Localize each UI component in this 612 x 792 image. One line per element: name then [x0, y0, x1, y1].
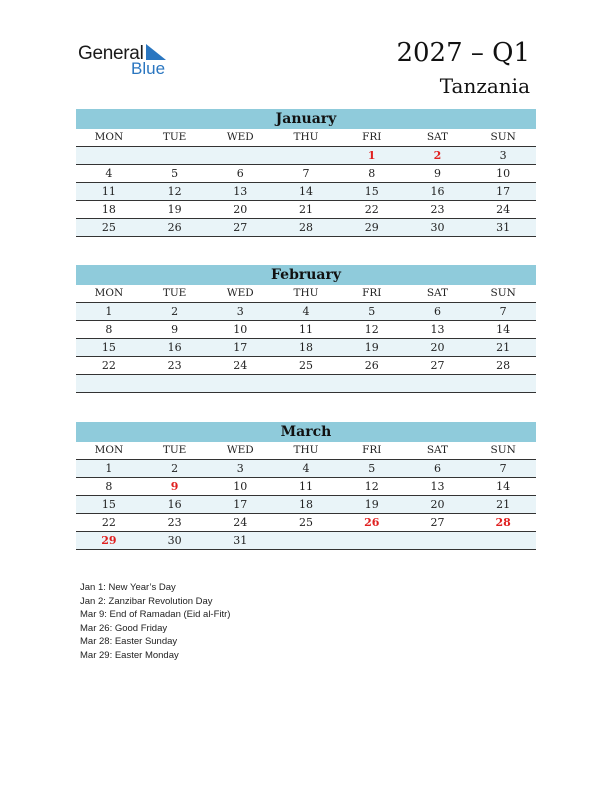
- weekday-label: FRI: [362, 131, 382, 143]
- day-cell: 11: [299, 323, 314, 336]
- day-cell: 8: [105, 480, 113, 493]
- week-row: [76, 514, 536, 532]
- page-title: 2027 – Q1: [396, 38, 530, 68]
- day-cell: 18: [299, 498, 314, 511]
- day-cell: 27: [430, 516, 445, 529]
- day-cell: 23: [430, 203, 445, 216]
- month-header: January: [76, 109, 536, 129]
- weekday-label: TUE: [162, 444, 187, 456]
- week-row: [76, 303, 536, 321]
- day-cell: 19: [364, 341, 379, 354]
- holiday-item: Jan 1: New Year’s Day: [80, 582, 176, 593]
- month-january: [76, 109, 536, 237]
- week-row: [76, 496, 536, 514]
- day-cell: 7: [499, 305, 507, 318]
- day-cell: 10: [496, 167, 511, 180]
- day-cell: 8: [105, 323, 113, 336]
- day-cell: 26: [364, 516, 380, 529]
- day-cell: 9: [171, 323, 179, 336]
- day-cell: 12: [364, 480, 379, 493]
- empty-day-cell: [405, 375, 471, 392]
- empty-day-cell: [76, 147, 142, 164]
- empty-day-cell: [142, 375, 208, 392]
- weekday-label: SAT: [426, 444, 449, 456]
- week-row: [76, 532, 536, 550]
- weekday-label: SAT: [426, 131, 449, 143]
- day-cell: 16: [430, 185, 445, 198]
- week-row: [76, 478, 536, 496]
- weekday-label: MON: [94, 131, 124, 143]
- holiday-item: Mar 9: End of Ramadan (Eid al-Fitr): [80, 609, 231, 621]
- weekday-label: FRI: [362, 444, 382, 456]
- day-cell: 23: [167, 359, 182, 372]
- weekday-label: WED: [226, 287, 254, 299]
- day-cell: 1: [367, 149, 376, 162]
- day-cell: 15: [101, 341, 116, 354]
- day-cell: 7: [499, 462, 507, 475]
- weekday-header-row: [76, 285, 536, 303]
- day-cell: 12: [364, 323, 379, 336]
- holiday-item: Mar 29: Easter Monday: [80, 649, 179, 661]
- weekday-label: TUE: [162, 131, 187, 143]
- empty-day-cell: [273, 147, 339, 164]
- day-cell: 14: [299, 185, 314, 198]
- empty-day-cell: [339, 375, 405, 392]
- empty-day-cell: [273, 375, 339, 392]
- logo-text-blue: Blue: [131, 59, 166, 78]
- weekday-label: SUN: [490, 131, 516, 143]
- day-cell: 29: [101, 534, 117, 547]
- day-cell: 10: [233, 323, 248, 336]
- day-cell: 9: [433, 167, 441, 180]
- day-cell: 13: [430, 480, 445, 493]
- day-cell: 21: [496, 341, 511, 354]
- day-cell: 28: [299, 221, 314, 234]
- day-cell: 18: [299, 341, 314, 354]
- day-cell: 2: [171, 305, 179, 318]
- day-cell: 20: [430, 498, 445, 511]
- day-cell: 21: [496, 498, 511, 511]
- day-cell: 22: [101, 516, 116, 529]
- day-cell: 24: [233, 359, 248, 372]
- week-row: [76, 339, 536, 357]
- day-cell: 26: [167, 221, 182, 234]
- empty-day-cell: [470, 375, 536, 392]
- month-march: [76, 422, 536, 550]
- day-cell: 9: [170, 480, 179, 493]
- day-cell: 14: [496, 480, 511, 493]
- weekday-label: THU: [293, 287, 319, 299]
- day-cell: 2: [171, 462, 179, 475]
- day-cell: 5: [368, 462, 376, 475]
- empty-day-cell: [207, 375, 273, 392]
- day-cell: 24: [496, 203, 511, 216]
- weekday-label: SUN: [490, 444, 516, 456]
- day-cell: 3: [236, 462, 244, 475]
- empty-day-cell: [339, 532, 405, 549]
- day-cell: 2: [433, 149, 442, 162]
- day-cell: 28: [495, 516, 511, 529]
- day-cell: 1: [105, 305, 113, 318]
- week-row: [76, 201, 536, 219]
- day-cell: 25: [299, 516, 314, 529]
- day-cell: 11: [299, 480, 314, 493]
- day-cell: 31: [233, 534, 248, 547]
- holiday-list: [80, 581, 230, 663]
- day-cell: 30: [430, 221, 445, 234]
- week-row: [76, 219, 536, 237]
- week-row: [76, 375, 536, 393]
- holiday-item: Jan 2: Zanzibar Revolution Day: [80, 595, 213, 607]
- day-cell: 25: [101, 221, 116, 234]
- day-cell: 18: [101, 203, 116, 216]
- week-row: [76, 183, 536, 201]
- week-row: [76, 321, 536, 339]
- day-cell: 28: [496, 359, 511, 372]
- weekday-header-row: [76, 129, 536, 147]
- day-cell: 13: [233, 185, 248, 198]
- day-cell: 6: [433, 305, 441, 318]
- empty-day-cell: [207, 147, 273, 164]
- day-cell: 20: [430, 341, 445, 354]
- day-cell: 16: [167, 498, 182, 511]
- day-cell: 10: [233, 480, 248, 493]
- day-cell: 4: [302, 305, 310, 318]
- week-row: [76, 357, 536, 375]
- day-cell: 14: [496, 323, 511, 336]
- weekday-label: WED: [226, 444, 254, 456]
- weekday-label: MON: [94, 444, 124, 456]
- week-row: [76, 147, 536, 165]
- day-cell: 22: [101, 359, 116, 372]
- day-cell: 27: [233, 221, 248, 234]
- day-cell: 17: [233, 341, 248, 354]
- day-cell: 12: [167, 185, 182, 198]
- day-cell: 11: [101, 185, 116, 198]
- day-cell: 13: [430, 323, 445, 336]
- day-cell: 8: [368, 167, 376, 180]
- empty-day-cell: [142, 147, 208, 164]
- logo-text-general: General: [78, 43, 144, 64]
- day-cell: 20: [233, 203, 248, 216]
- day-cell: 19: [167, 203, 182, 216]
- day-cell: 7: [302, 167, 310, 180]
- generalblue-logo: [78, 40, 178, 80]
- day-cell: 5: [171, 167, 179, 180]
- day-cell: 17: [496, 185, 511, 198]
- day-cell: 21: [299, 203, 314, 216]
- weekday-label: WED: [226, 131, 254, 143]
- empty-day-cell: [405, 532, 471, 549]
- day-cell: 25: [299, 359, 314, 372]
- day-cell: 24: [233, 516, 248, 529]
- day-cell: 15: [364, 185, 379, 198]
- day-cell: 23: [167, 516, 182, 529]
- day-cell: 3: [236, 305, 244, 318]
- day-cell: 29: [364, 221, 379, 234]
- empty-day-cell: [470, 532, 536, 549]
- day-cell: 27: [430, 359, 445, 372]
- week-row: [76, 460, 536, 478]
- day-cell: 15: [101, 498, 116, 511]
- country-name: Tanzania: [439, 74, 530, 98]
- empty-day-cell: [273, 532, 339, 549]
- day-cell: 16: [167, 341, 182, 354]
- day-cell: 19: [364, 498, 379, 511]
- week-row: [76, 165, 536, 183]
- weekday-label: THU: [293, 131, 319, 143]
- weekday-label: FRI: [362, 287, 382, 299]
- day-cell: 30: [167, 534, 182, 547]
- weekday-label: SAT: [426, 287, 449, 299]
- holiday-item: Mar 28: Easter Sunday: [80, 636, 178, 648]
- day-cell: 17: [233, 498, 248, 511]
- weekday-label: TUE: [162, 287, 187, 299]
- day-cell: 4: [302, 462, 310, 475]
- weekday-header-row: [76, 442, 536, 460]
- day-cell: 6: [236, 167, 244, 180]
- month-february: [76, 265, 536, 393]
- day-cell: 26: [364, 359, 379, 372]
- day-cell: 5: [368, 305, 376, 318]
- weekday-label: MON: [94, 287, 124, 299]
- day-cell: 1: [105, 462, 113, 475]
- weekday-label: SUN: [490, 287, 516, 299]
- month-header: March: [76, 422, 536, 442]
- day-cell: 6: [433, 462, 441, 475]
- empty-day-cell: [76, 375, 142, 392]
- day-cell: 3: [499, 149, 507, 162]
- holiday-item: Mar 26: Good Friday: [80, 622, 168, 634]
- day-cell: 22: [364, 203, 379, 216]
- day-cell: 31: [496, 221, 511, 234]
- weekday-label: THU: [293, 444, 319, 456]
- month-header: February: [76, 265, 536, 285]
- day-cell: 4: [105, 167, 113, 180]
